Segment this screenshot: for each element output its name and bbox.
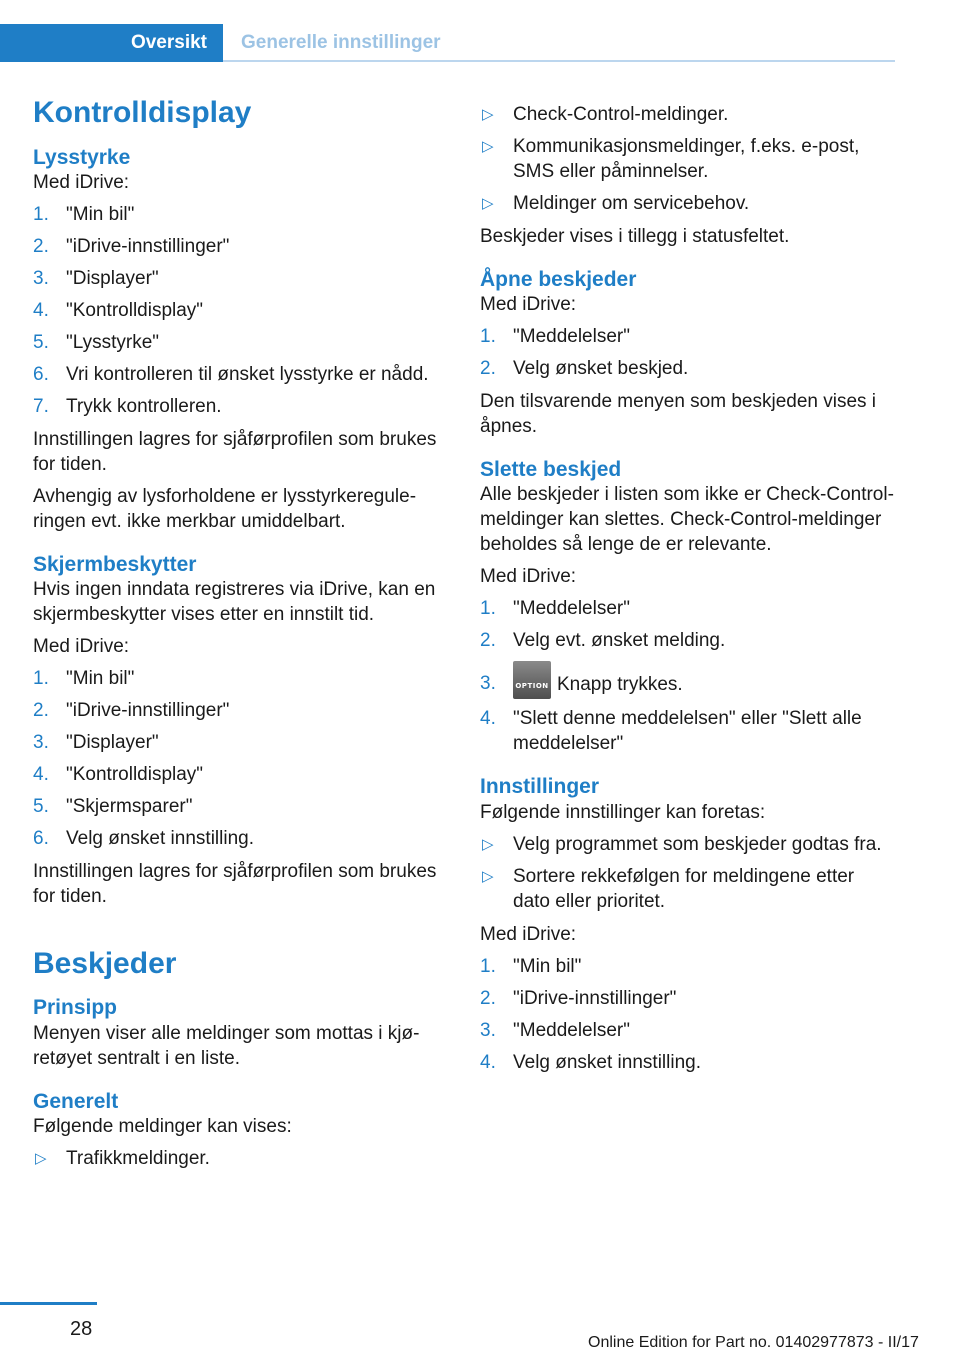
- bullet-list: [33, 1146, 449, 1171]
- steps-list: [33, 666, 449, 851]
- note-text: Innstillingen lagres for sjåførprofilen som brukes for tiden.: [33, 860, 437, 907]
- list-item: ▷ Meldinger om servicebehov.: [482, 193, 750, 214]
- list-item: 1. "Min bil": [480, 955, 582, 977]
- list-item: 4. Velg ønsket innstilling.: [480, 1051, 701, 1073]
- intro-text: Med iDrive:: [480, 294, 577, 316]
- step-number: 2.: [480, 630, 496, 652]
- list-item: ▷ Kommunikasjonsmeldinger, f.eks. e-post, SMS eller påminnelser.: [482, 136, 860, 182]
- list-item: 1. "Meddelelser": [480, 326, 630, 348]
- body-text: Følgende meldinger kan vises:: [33, 1115, 292, 1137]
- list-item: 3. "Meddelelser": [480, 1019, 630, 1041]
- steps-list: [480, 324, 896, 381]
- list-item: 6. Vri kontrolleren til ønsket lysstyrke er nådd.: [33, 363, 429, 385]
- list-item: 3. OPTION Knapp trykkes.: [480, 671, 896, 699]
- body-text: Følgende innstillinger kan foretas:: [480, 801, 766, 823]
- triangle-bullet-icon: ▷: [482, 106, 494, 123]
- heading-skjermbeskytter: Skjermbeskytter: [33, 552, 197, 576]
- option-button-icon: OPTION: [513, 661, 551, 699]
- note-text: Avhengig av lysforholdene er lysstyrkereguleringen evt. ikke merkbar umiddelbart.: [33, 485, 417, 532]
- triangle-bullet-icon: ▷: [482, 195, 494, 212]
- list-item: 2. Velg evt. ønsket melding.: [480, 630, 726, 652]
- note-text: Innstillingen lagres for sjåførprofilen som brukes for tiden.: [33, 428, 437, 475]
- intro-text: Med iDrive:: [33, 635, 130, 657]
- list-item: 3. "Displayer": [33, 267, 159, 289]
- list-item: 7. Trykk kontrolleren.: [33, 395, 222, 417]
- right-column: [480, 96, 896, 1083]
- step-number: 5.: [33, 795, 49, 817]
- step-number: 4.: [33, 299, 49, 321]
- body-text: Hvis ingen inndata registreres via iDrive, kan en skjermbeskytter vises etter en innstilt tid.: [33, 578, 436, 625]
- tab-oversikt[interactable]: Oversikt: [0, 24, 223, 62]
- footer-divider: [0, 1302, 97, 1305]
- step-number: 1.: [480, 598, 496, 620]
- step-number: 4.: [33, 763, 49, 785]
- step-number: 4.: [480, 708, 496, 730]
- step-number: 2.: [480, 358, 496, 380]
- step-number: 6.: [33, 827, 49, 849]
- heading-generelt: Generelt: [33, 1089, 119, 1113]
- heading-apne-beskjeder: Åpne beskjeder: [480, 268, 637, 291]
- step-number: 6.: [33, 363, 49, 385]
- steps-list: [480, 596, 896, 756]
- header-bar: [0, 0, 960, 64]
- list-item: 5. "Lysstyrke": [33, 331, 160, 353]
- list-item: 1. "Meddelelser": [480, 598, 630, 620]
- list-item: 3. "Displayer": [33, 731, 159, 753]
- section-title-beskjeder: Beskjeder: [33, 946, 177, 980]
- heading-lysstyrke: Lysstyrke: [33, 145, 131, 169]
- step-number: 7.: [33, 395, 49, 417]
- step-number: 5.: [33, 331, 49, 353]
- list-item: 6. Velg ønsket innstilling.: [33, 827, 254, 849]
- list-item: 4. "Slett denne meddelelsen" eller "Slett alle meddelelser": [480, 708, 862, 755]
- list-item: 5. "Skjermsparer": [33, 795, 193, 817]
- heading-slette-beskjed: Slette beskjed: [480, 458, 622, 482]
- heading-prinsipp: Prinsipp: [33, 996, 118, 1020]
- step-number: 1.: [33, 203, 49, 225]
- triangle-bullet-icon: ▷: [482, 138, 494, 155]
- heading-innstillinger: Innstillinger: [480, 775, 600, 799]
- body-text: Menyen viser alle meldinger som mottas i kjøretøyet sentralt i en liste.: [33, 1022, 420, 1069]
- left-column: [33, 96, 449, 1179]
- list-item: 2. "iDrive-innstillinger": [33, 699, 230, 721]
- list-item: 2. Velg ønsket beskjed.: [480, 358, 689, 380]
- bullet-list: [480, 102, 896, 216]
- list-item: 1. "Min bil": [33, 667, 135, 689]
- note-text: Den tilsvarende menyen som beskjeden vises i åpnes.: [480, 391, 877, 438]
- step-number: 1.: [33, 667, 49, 689]
- step-number: 3.: [480, 1019, 496, 1041]
- list-item: 2. "iDrive-innstillinger": [33, 235, 230, 257]
- intro-text: Med iDrive:: [480, 923, 577, 945]
- steps-list: [33, 202, 449, 419]
- step-number: 1.: [480, 955, 496, 977]
- step-number: 3.: [33, 267, 49, 289]
- intro-text: Med iDrive:: [33, 171, 130, 193]
- step-number: 2.: [33, 699, 49, 721]
- triangle-bullet-icon: ▷: [35, 1149, 47, 1167]
- list-item: 1. "Min bil": [33, 203, 135, 225]
- tab-generelle-innstillinger[interactable]: Generelle innstillinger: [241, 32, 441, 53]
- header-divider: [223, 60, 895, 62]
- steps-list: [480, 954, 896, 1075]
- list-item: 4. "Kontrolldisplay": [33, 763, 204, 785]
- step-number: 3.: [33, 731, 49, 753]
- list-item: ▷ Sortere rekkefølgen for meldingene etter dato eller prioritet.: [482, 865, 855, 912]
- step-number: 2.: [480, 987, 496, 1009]
- page-number: 28: [70, 1318, 93, 1340]
- list-item: ▷ Velg programmet som beskjeder godtas fra.: [482, 833, 882, 855]
- triangle-bullet-icon: ▷: [482, 867, 494, 885]
- triangle-bullet-icon: ▷: [482, 835, 494, 853]
- list-item: 4. "Kontrolldisplay": [33, 299, 204, 321]
- step-number: 2.: [33, 235, 49, 257]
- step-number: 3.: [480, 673, 496, 695]
- body-text: Alle beskjeder i listen som ikke er Check-Control-meldinger kan slettes. Check-Control-meldinger beholdes så lenge de er relevante.: [480, 484, 894, 556]
- list-item: ▷ Check-Control-meldinger.: [482, 104, 729, 125]
- bullet-list: [480, 832, 896, 914]
- note-text: Beskjeder vises i tillegg i statusfeltet.: [480, 226, 790, 247]
- intro-text: Med iDrive:: [480, 566, 577, 588]
- section-title-kontrolldisplay: Kontrolldisplay: [33, 96, 252, 129]
- step-number: 4.: [480, 1051, 496, 1073]
- list-item: ▷ Trafikkmeldinger.: [35, 1147, 210, 1169]
- edition-text: Online Edition for Part no. 01402977873 - II/17: [588, 1334, 919, 1351]
- step-number: 1.: [480, 326, 496, 348]
- list-item: 2. "iDrive-innstillinger": [480, 987, 677, 1009]
